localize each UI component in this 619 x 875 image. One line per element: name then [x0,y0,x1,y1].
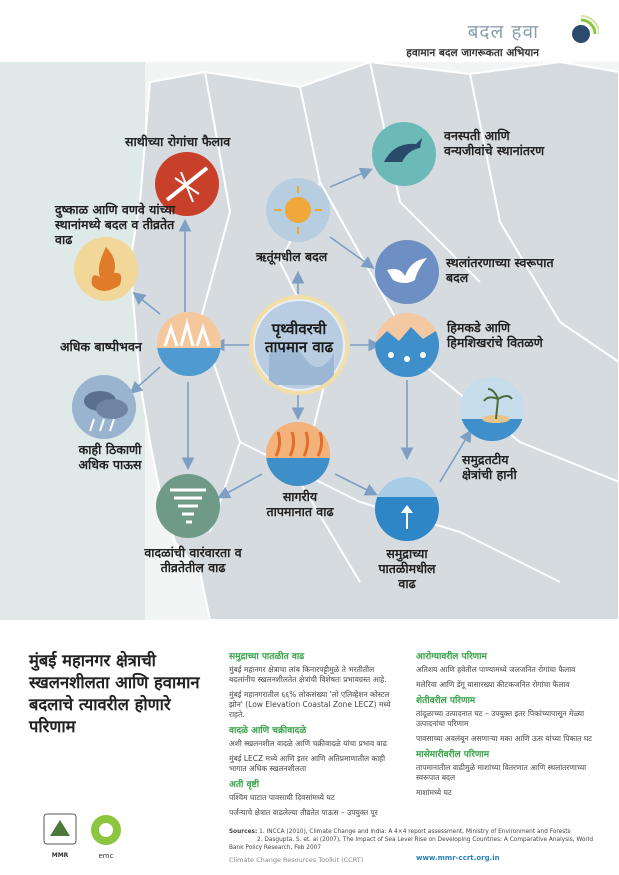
storm-circle [156,474,220,538]
source-1: 1. INCCA (2010), Climate Change and India: A 4×4 report assessment, Ministry of Environment and Forests [259,829,571,835]
brand-subtitle: हवामान बदल जागरूकता अभियान [406,47,539,59]
label-rain: काही ठिकाणी अधिक पाऊस [78,442,142,472]
label-vector: साथीच्या रोगांचा फैलाव [125,134,231,149]
season-circle [266,178,330,242]
label-ocean: सागरीय तापमानात वाढ [266,489,334,519]
impact-text: अशी स्खलनशील वादळे आणि चक्रीवादळे यांचा प्रभाव वाढ [229,739,387,748]
impacts-column-2 [416,646,596,803]
emc-label: emc [98,852,114,860]
label-sealevel: समुद्राच्या पातळीमधील वाढ [378,546,436,591]
impact-text: मुंबई LECZ मध्ये आणि इतर आणि अतिप्रमाणातील काही भागात अधिक स्खलनशीलता [229,754,386,773]
impact-text: तांदूळाच्या उत्पादनात घट – उपयुक्त इतर पिकांच्यापासून मेळ्या उत्पादनांचा परिणाम [416,709,585,728]
footer-toolkit-name: Climate Change Resources Toolkit (CCRT) [229,856,364,864]
emc-emblem-icon [86,812,126,848]
mmr-label: MMR [51,852,69,859]
species-circle [372,122,436,186]
label-evap: अधिक बाष्पीभवन [60,339,142,354]
impact-heading: वादळे आणि चक्रीवादळे [229,726,307,736]
impact-text: पावसाच्या अवलंबून असणाऱ्या मका आणि ऊस यांच्या पिकात घट [416,734,593,743]
impact-heading: शेतीवरील परिणाम [416,696,476,706]
label-migration: स्थलांतरणाच्या स्वरूपात बदल [446,255,554,285]
impact-text: मलेरिया आणि डेंगू यासारख्या कीटकजनित रोगांचा फैलाव [416,680,570,689]
impact-text: मुंबई महानगर क्षेत्राचा लांब किनारपट्टीमुळे ते भरतीतील बदलांनीच स्खलनशीलतेत क्षेत्रांची विशेषतः प्रभावग्रस्त आहे. [229,665,387,684]
ocean-circle [266,422,330,486]
impact-text: मुंबई महानगरातील ६६% लोकसंख्या 'लो एलिव्हेशन कोस्टल झोन' (Low Elevation Coastal Zone LECZ) मध्ये राहते. [229,690,391,719]
migration-circle [375,240,439,304]
rain-cloud-icon [72,375,136,439]
impact-heading: आरोग्यावरील परिणाम [416,652,487,662]
dolphin-icon [372,122,436,186]
impacts-column-1 [229,646,399,823]
impact-text: अतिशय आणि हवेतील पाण्यामध्ये जलजनित रोगांचा फैलाव [416,665,576,674]
label-drought: दुष्काळ आणि वणवे यांच्या स्थानांमध्ये बदल व तीव्रतेत वाढ [55,202,176,247]
emc-logo [86,812,126,862]
mmr-logo [40,812,80,862]
impact-heading: मासेमारीवरील परिणाम [416,750,490,760]
ice-circle [375,313,439,377]
sources-block [229,828,609,852]
brand-logo-icon [563,14,599,50]
impact-text: पर्जन्याचे क्षेत्रात वाढलेल्या तीव्रतेत पाऊस – उपयुक्त पूर [229,808,378,817]
rain-circle [72,375,136,439]
mmr-emblem-icon [40,812,80,848]
tornado-icon [156,474,220,538]
brand-title: बदल हवा [467,21,539,43]
bottom-title: मुंबई महानगर क्षेत्राची स्खलनशीलता आणि हवामान बदलाचे त्यावरील होणारे परिणाम [29,651,200,736]
source-2: 2. Dasgupta, S. et. al (2007), The Impact of Sea Level Rise on Developing Countries: A Comparative Analysis, World Bank Policy Research, Feb 2007 [229,837,594,851]
impact-text: पश्चिम घाटात पावसाची दिवसांमध्ये घट [229,793,335,802]
impact-text: माशांमध्ये घट [416,788,452,797]
label-ice: हिमकडे आणि हिमशिखरांचे वितळणे [447,320,543,350]
label-species: वनस्पती आणि वन्यजीवांचे स्थानांतरण [444,128,545,158]
label-season: ऋतूंमधील बदल [256,249,328,264]
coast-circle [460,377,524,441]
melting-ice-icon [375,313,439,377]
center-label: पृथ्वीवरची तापमान वाढ [264,320,334,356]
bird-icon [375,240,439,304]
island-icon [460,377,524,441]
ocean-heat-icon [266,422,330,486]
label-storm: वादळांची वारंवारता व तीव्रतेतील वाढ [144,545,242,575]
impact-heading: समुद्राच्या पातळीत वाढ [229,652,305,662]
impact-heading: अती वृष्टी [229,780,260,790]
brand-block [406,18,539,60]
sun-icon [266,178,330,242]
sealevel-circle [375,477,439,541]
sources-label: Sources: [229,829,258,835]
impact-text: तापमानातील वाढीमुळे माशांच्या वितरणात आणि स्थलांतरणाच्या स्वरूपात बदल [416,763,587,782]
sea-level-icon [375,477,439,541]
diagram-map [0,62,619,620]
footer-url-link[interactable]: www.mmr-ccrt.org.in [416,854,500,862]
label-coast: समुद्रतटीय क्षेत्रांची हानी [462,452,517,482]
